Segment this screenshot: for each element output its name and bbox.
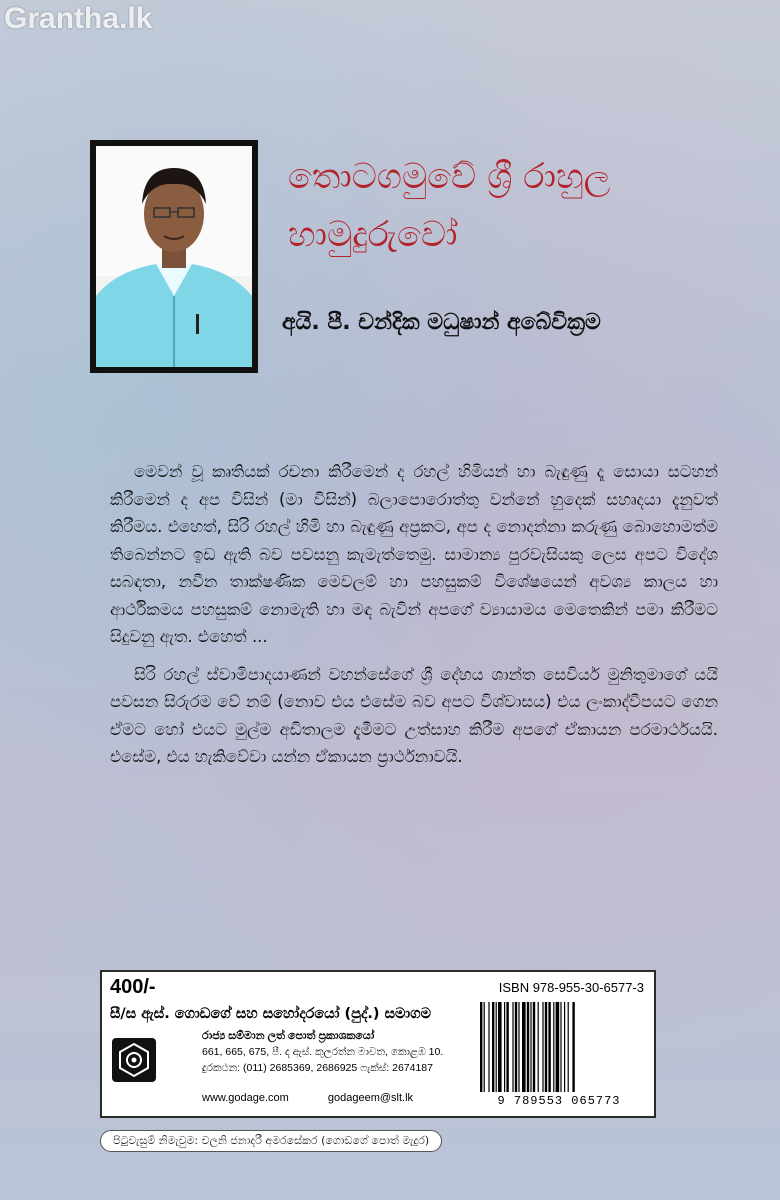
book-title-line-2: හාමුදුරුවෝ — [288, 215, 458, 255]
barcode-icon — [474, 1002, 644, 1092]
cover-design-credit: පිටුවැසුම් නිමැවුම: චලනි ජනාදරී අමරසේකර (ගොඩගේ පොත් මැදුර) — [100, 1130, 442, 1152]
blurb-paragraph: සිරි රහල් ස්වාමිපාදයාණන් වහන්සේගේ ශ්‍රී දේහය ශාන්ත සෙවියර් මුනිතුමාගේ යයි පවසන සිරුරම වේ නම් (නොව එය එසේම බව අපට විශ්වාසය) එය ලංකාද්වීපයට ගෙන ඒමට හෝ එයට මුල්ම අඩිතාලම දැමීමට උත්සාහ කිරීම අපගේ ඒකායන පරමාර්ථයයි. එසේම, එය හැකිවේවා යන්න ඒකායන ප්‍රාර්ථනාවයි. — [110, 664, 718, 766]
publisher-address: 661, 665, 675, පී. ද ඇස්. කුලරත්න මාවත, කොළඹ 10. — [202, 1046, 444, 1058]
isbn-number: ISBN 978-955-30-6577-3 — [498, 980, 644, 995]
barcode-digits: 9 789553 065773 — [497, 1094, 621, 1108]
publisher-name-prefix: සී/ස — [110, 1006, 137, 1022]
author-name: අයි. පී. චන්දික මධුෂාන් අබේවික්‍රම — [282, 310, 601, 335]
publisher-tagline: රාජ්‍ය සම්මාන ලත් පොත් ප්‍රකාශකයෝ — [202, 1030, 375, 1042]
publisher-name-text: ඇස්. ගොඩගේ සහ සහෝදරයෝ (පුද්.) සමාගම — [141, 1006, 431, 1022]
book-title-line-1: තොටගමුවේ ශ්‍රී රාහුල — [288, 157, 611, 197]
publisher-website: www.godage.com — [202, 1092, 289, 1104]
publisher-web — [202, 1092, 502, 1104]
publisher-contact — [202, 1028, 472, 1076]
publisher-email: godageem@slt.lk — [327, 1092, 414, 1104]
blurb-paragraph: මෙවන් වූ කෘතියක් රචනා කිරීමෙන් ද රහල් හිමියන් හා බැඳුණු දෑ සොයා සටහන් කිරීමෙන් ද අප විසින් (මා විසින්) බලාපොරොත්තු වන්නේ හුදෙක් සහෘදයා දැනුවත් කිරීමය. එහෙත්, සිරි රහල් හිමි හා බැඳුණු අප්‍රකට, අප ද නොදන්නා කරුණු බොහොමත්ම තිබෙන්නට ඉඩ ඇති බව පවසනු කැමැත්තෙමු. සාමාන්‍ය පුරවැසියකු ලෙස අපට විදේශ සබඳතා, නවීන තාක්ෂණික මෙවලම් හා පහසුකම් විශේෂයෙන් අවශ්‍ය කාලය හා ආර්ථිකමය පහසුකම් නොමැති හා මඳ බැවින් අපගේ ව්‍යායාමය මෙතෙකින් පමා කිරීමට සිදුවනු ඇත. එහෙත් ... — [110, 462, 718, 646]
publisher-phone: දුරකථන: (011) 2685369, 2686925 ෆැක්ස්: 2674187 — [202, 1062, 433, 1074]
publisher-info-box — [100, 970, 656, 1118]
isbn-barcode — [474, 1002, 644, 1112]
book-title — [288, 148, 738, 264]
back-cover-blurb — [110, 458, 718, 781]
author-photo — [90, 140, 258, 373]
publisher-logo-icon — [112, 1038, 156, 1082]
site-watermark: Grantha.lk — [4, 2, 153, 35]
price-label: 400/- — [110, 976, 156, 998]
